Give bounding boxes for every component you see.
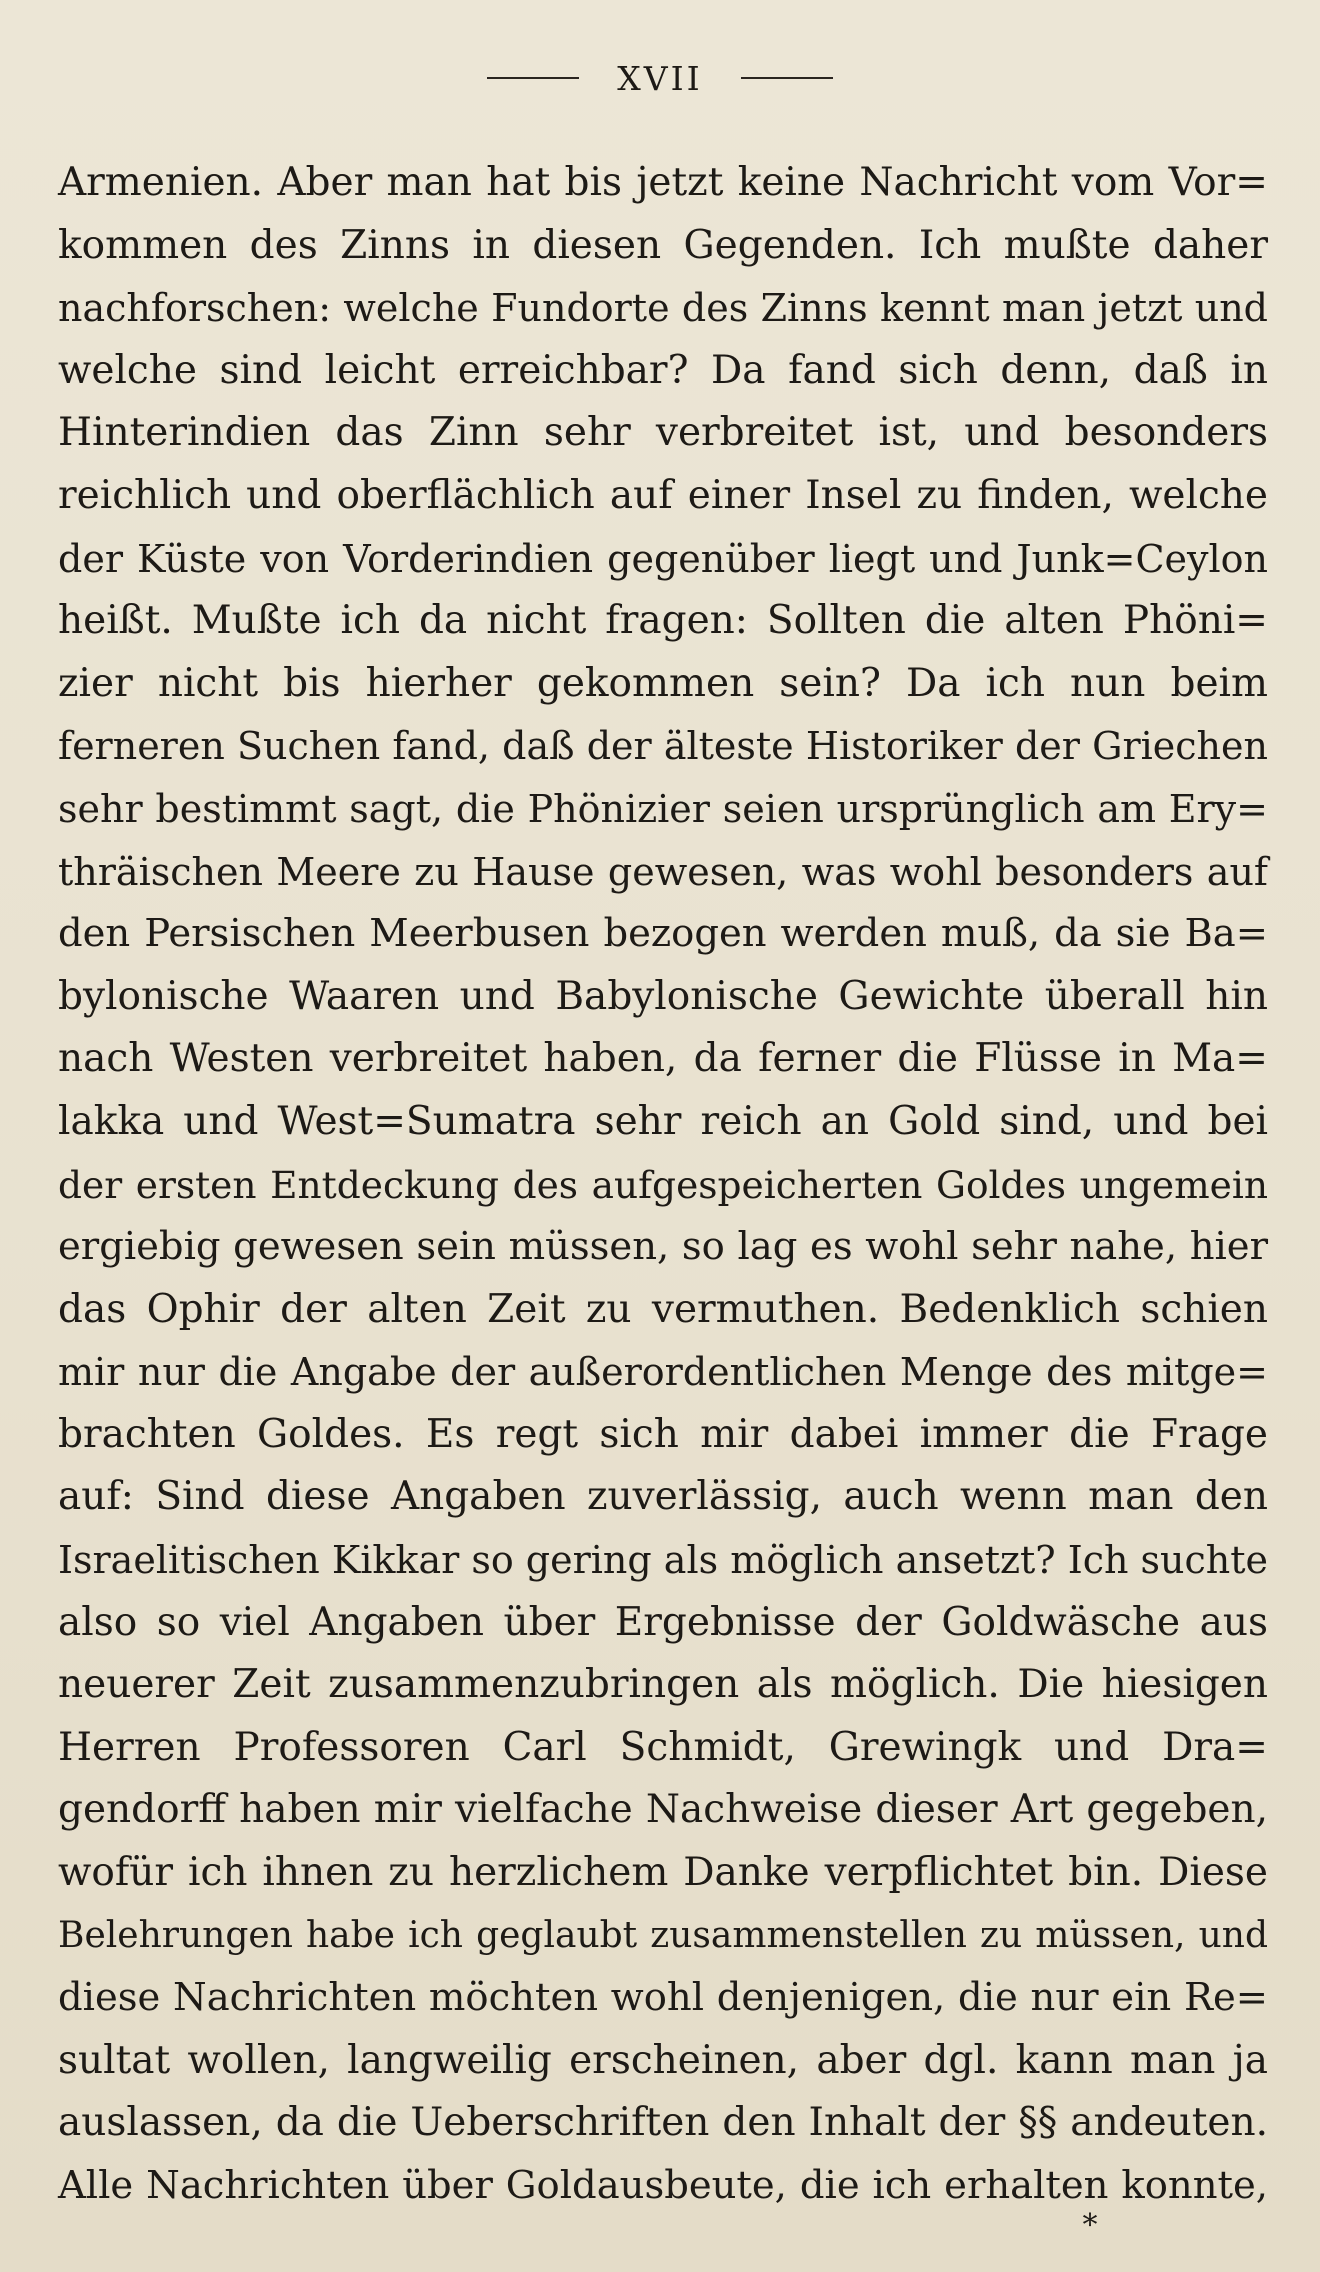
page-header [0,50,1320,106]
text-line: den Persischen Meerbusen bezogen werden muß, da sie Ba= [58,911,1268,957]
text-line: thräischen Meere zu Hause gewesen, was wohl besonders auf [58,849,1268,894]
text-line: sultat wollen, langweilig erscheinen, aber dgl. kann man ja [58,2037,1268,2083]
text-line: bylonische Waaren und Babylonische Gewichte überall hin [58,973,1268,1019]
text-line: welche sind leicht erreichbar? Da fand sich denn, daß in [58,347,1268,393]
page-number: XVII [617,58,703,98]
text-line: ergiebig gewesen sein müssen, so lag es wohl sehr nahe, hier [58,1224,1268,1270]
text-line: Belehrungen habe ich geglaubt zusammenstellen zu müssen, und [58,1914,1268,1956]
text-line: diese Nachrichten möchten wohl denjenigen, die nur ein Re= [58,1975,1268,2021]
text-line: brachten Goldes. Es regt sich mir dabei immer die Frage [58,1411,1268,1457]
text-line: ferneren Suchen fand, daß der älteste Historiker der Griechen [58,724,1268,769]
text-line: gendorff haben mir vielfache Nachweise dieser Art gegeben, [58,1787,1268,1833]
text-line: Herren Professoren Carl Schmidt, Grewingk und Dra= [58,1724,1268,1770]
text-line: neuerer Zeit zusammenzubringen als möglich. Die hiesigen [58,1662,1268,1708]
text-line: Alle Nachrichten über Goldausbeute, die ich erhalten konnte, [58,2163,1268,2208]
text-line: wofür ich ihnen zu herzlichem Danke verpflichtet bin. Diese [58,1850,1268,1896]
text-line: Hinterindien das Zinn sehr verbreitet ist, und besonders [58,410,1268,456]
text-line: das Ophir der alten Zeit zu vermuthen. Bedenklich schien [58,1286,1268,1332]
text-line: Israelitischen Kikkar so gering als möglich ansetzt? Ich suchte [58,1538,1269,1583]
body-text [58,152,1268,2218]
text-line: reichlich und oberflächlich auf einer Insel zu finden, welche [58,472,1268,518]
text-line: nach Westen verbreitet haben, da ferner die Flüsse in Ma= [58,1036,1268,1082]
text-line: heißt. Mußte ich da nicht fragen: Sollten die alten Phöni= [58,598,1268,644]
text-line: lakka und West=Sumatra sehr reich an Gold sind, und bei [58,1098,1268,1144]
text-line: also so viel Angaben über Ergebnisse der Goldwäsche aus [58,1599,1268,1645]
text-line: zier nicht bis hierher gekommen sein? Da ich nun beim [58,660,1268,706]
text-line: auf: Sind diese Angaben zuverlässig, auch wenn man den [58,1474,1268,1520]
text-line: mir nur die Angabe der außerordentlichen Menge des mitge= [58,1350,1268,1395]
text-line: auslassen, da die Ueberschriften den Inhalt der §§ andeuten. [58,2100,1268,2146]
text-line: der Küste von Vorderindien gegenüber liegt und Junk=Ceylon [58,536,1268,581]
header-rule-left [487,77,579,79]
text-line: Armenien. Aber man hat bis jetzt keine Nachricht vom Vor= [58,160,1268,205]
text-line: sehr bestimmt sagt, die Phönizier seien ursprünglich am Ery= [58,786,1268,831]
text-line: kommen des Zinns in diesen Gegenden. Ich mußte daher [58,222,1268,268]
header-rule-right [741,77,833,79]
signature-mark: * [1082,2208,1098,2243]
text-line: der ersten Entdeckung des aufgespeicherten Goldes ungemein [58,1162,1268,1207]
text-line: nachforschen: welche Fundorte des Zinns kennt man jetzt und [58,286,1268,331]
